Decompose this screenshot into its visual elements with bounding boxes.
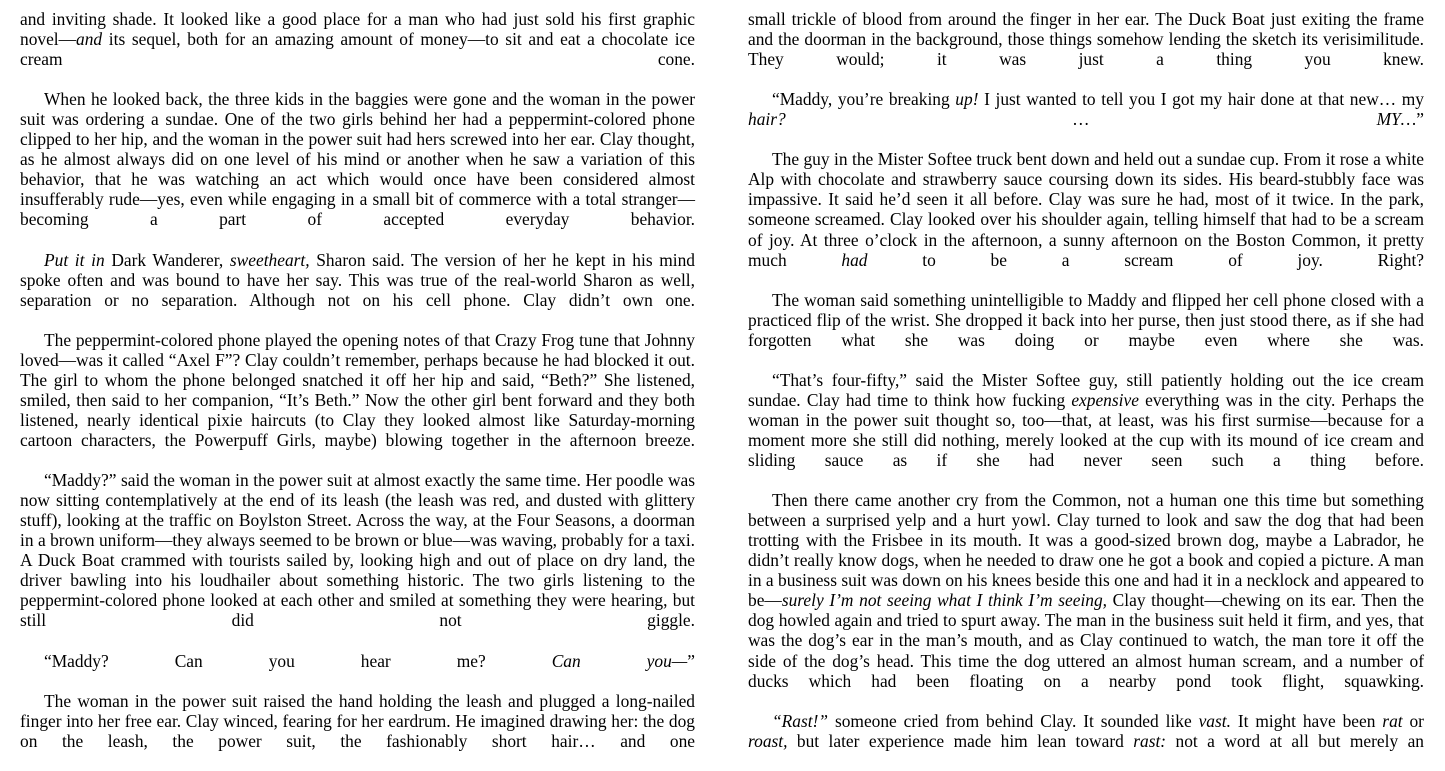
body-text: Sharon said. The version of her he kept in his mind spoke often and was bound to have her say. This was true of the real-world Sharon as well, separation or no separation. Although not on his cell phone. Clay didn’t own one. [20,249,695,310]
paragraph [20,9,695,89]
emphasis-text: “Rast!” [772,710,829,731]
body-text: or [1402,710,1424,731]
paragraph [20,89,695,249]
body-text: everything was in the city. Perhaps the woman in the power suit thought so, too—that, at least, was his first surmise—because for a moment more she still did nothing, merely looked at the cup with its mound of ice cream and sliding sauce as if she had never seen such a thing before. [748,389,1424,471]
body-text: small trickle of blood from around the finger in her ear. The Duck Boat just exiting the frame and the doorman in the background, those things somehow lending the sketch its verisimilitude. They would; it was just a thing you knew. [748,9,1424,70]
emphasis-text: rast: [1133,730,1167,751]
body-text: “Maddy? Can you hear me? [44,650,552,671]
emphasis-text: and [76,29,103,50]
body-text: The guy in the Mister Softee truck bent down and held out a sundae cup. From it rose a white Alp with chocolate and strawberry sauce coursing down its sides. His beard-stubbly face was impassive. It said he’d seen it all before. Clay was sure he had, most of it twice. In the park, someone screamed. Clay looked over his shoulder again, telling himself that had to be a scream of joy. At three o’clock in the afternoon, a sunny afternoon on the Boston Common, it pretty much [748,149,1424,270]
paragraph [748,89,1424,149]
emphasis-text: expensive [1071,389,1139,410]
body-text: not a word at all but merely an [1166,730,1424,751]
body-text: The woman said something unintelligible to Maddy and flipped her cell phone closed with a practiced flip of the wrist. She dropped it back into her purse, then just stood there, as if she had forgotten what she was doing or maybe even where she was. [748,289,1424,350]
two-column-text-body [20,9,1424,771]
body-text: someone cried from behind Clay. It sounded like [828,710,1199,731]
emphasis-text: up! [955,89,979,110]
body-text: “Maddy?” said the woman in the power suit at almost exactly the same time. Her poodle was now sitting contemplatively at the end of its leash (the leash was red, and dusted with glittery stuff), looking at the traffic on Boylston Street. Across the way, at the Four Seasons, a doorman in a brown uniform—they always seemed to be brown or blue—was waving, probably for a taxi. A Duck Boat crammed with tourists sailed by, looking high and out of place on dry land, the driver bawling into his loudhailer about something historic. The two girls listening to the peppermint-colored phone looked at each other and smiled at something they were hearing, but still did not giggle. [20,470,695,631]
paragraph [20,330,695,470]
body-text: The woman in the power suit raised the hand holding the leash and plugged a long-nailed finger into her free ear. Clay winced, fearing for her eardrum. He imagined drawing her: the dog on the leash, the power suit, the fashionably short hair… and one [20,690,695,751]
body-text: ” [687,650,695,671]
emphasis-text: sweetheart, [229,249,310,270]
body-text: its sequel, both for an amazing amount of money—to sit and eat a chocolate ice cream cone. [20,29,695,70]
body-text: I just wanted to tell you I got my hair done at that new… my [978,89,1424,110]
emphasis-text: rat [1382,710,1403,731]
paragraph [748,370,1424,490]
emphasis-text: had [841,249,868,270]
paragraph [748,711,1424,771]
emphasis-text: Put it in [44,249,105,270]
emphasis-text: Can you— [551,650,688,671]
body-text: It might have been [1230,710,1383,731]
body-text: to be a scream of joy. Right? [867,249,1425,270]
paragraph [20,651,695,691]
emphasis-text: vast. [1198,710,1231,731]
right-text-column [748,9,1424,771]
paragraph [20,470,695,650]
emphasis-text: roast, [748,730,788,751]
left-text-column [20,9,695,771]
body-text: Dark Wanderer, [104,249,230,270]
body-text: — [58,29,77,50]
body-text: ” [1416,109,1424,130]
body-text: When he looked back, the three kids in the baggies were gone and the woman in the power suit was ordering a sundae. One of the two girls behind her had a peppermint-colored phone clipped to her hip, and the woman in the power suit had hers screwed into her ear. Clay thought, as he almost always did on one level of his mind or another when he saw a variation of this behavior, that he was watching an act which would once have been considered almost insufferably rude—yes, even while engaging in a small bit of commerce with a total stranger—becoming a part of accepted everyday behavior. [20,89,695,230]
body-text: Clay thought—chewing on its ear. Then the dog howled again and tried to spurt away. The man in the business suit held it firm, and yes, that was the dog’s ear in the man’s mouth, and as Clay continued to watch, the man tore it off the side of the dog’s head. This time the dog uttered an almost human scream, and a number of ducks which had been floating on a nearby pond took flight, squawking. [748,590,1424,691]
body-text: but later experience made him lean toward [787,730,1134,751]
emphasis-text: hair? … MY… [748,109,1417,130]
paragraph [748,490,1424,711]
paragraph [20,250,695,330]
emphasis-text: surely I’m not seeing what I think I’m seeing, [781,590,1108,611]
body-text: Then there came another cry from the Common, not a human one this time but something between a surprised yelp and a hurt yowl. Clay turned to look and saw the dog that had been trotting with the Frisbee in its mouth. It was a good-sized brown dog, maybe a Labrador, he didn’t really know dogs, when he needed to draw one he got a book and copied a picture. A man in a business suit was down on his knees beside this one and had it in a necklock and appeared to be— [748,490,1424,611]
paragraph [748,290,1424,370]
body-text: “Maddy, you’re breaking [772,89,956,110]
paragraph [748,149,1424,289]
paragraph [748,9,1424,89]
paragraph [20,691,695,771]
body-text: and inviting shade. It looked like a good place for a man who had just sold his first graphic novel [20,9,695,50]
body-text: The peppermint-colored phone played the opening notes of that Crazy Frog tune that Johnny loved—was it called “Axel F”? Clay couldn’t remember, perhaps because he had blocked it out. The girl to whom the phone belonged snatched it off her hip and said, “Beth?” She listened, smiled, then said to her companion, “It’s Beth.” Now the other girl bent forward and they both listened, nearly identical pixie haircuts (to Clay they looked almost like Saturday-morning cartoon characters, the Powerpuff Girls, maybe) blowing together in the afternoon breeze. [20,329,695,450]
body-text: “That’s four-fifty,” said the Mister Softee guy, still patiently holding out the ice cream sundae. Clay had time to think how fucking [748,369,1424,410]
